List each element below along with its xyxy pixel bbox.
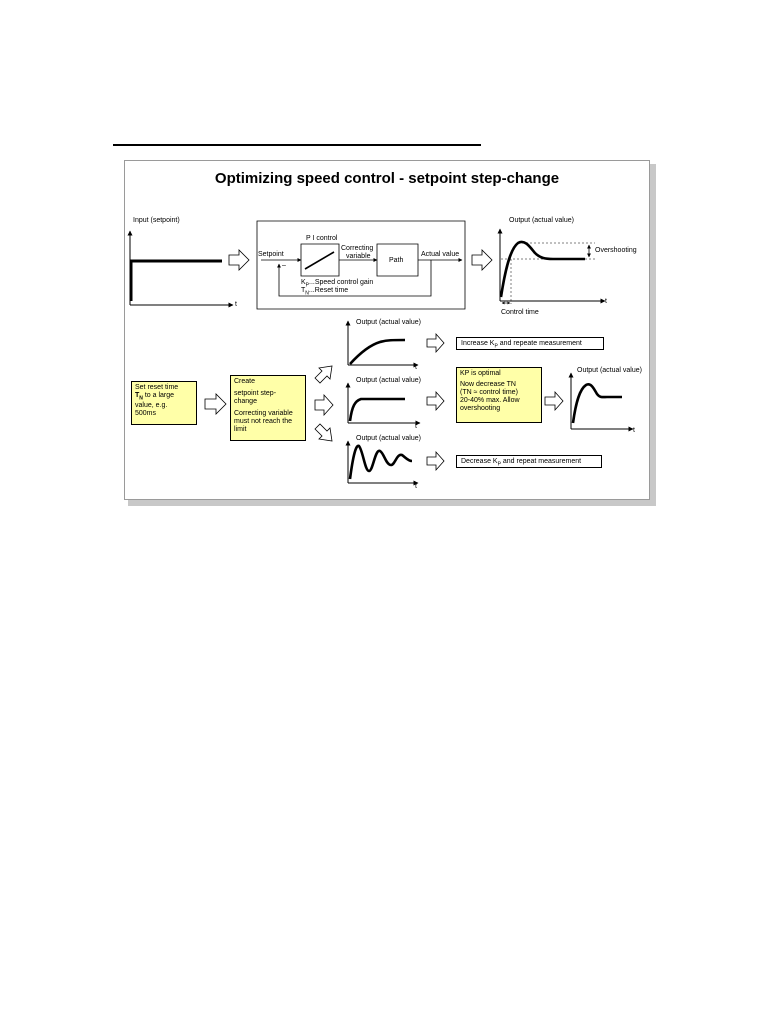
pi-control-label: P I control [306,235,338,242]
step2-line4: Correcting variable [234,410,293,417]
kp-symbol: K [301,279,306,286]
optimal-line2: Now decrease TN [460,381,516,388]
output-graph-label: Output (actual value) [509,217,574,224]
step2-line3: change [234,398,257,405]
step2-line5: must not reach the [234,418,292,425]
case1-time-label: t [415,364,417,371]
correcting-variable-label-2: variable [346,253,371,260]
kp-optimal-box [456,367,542,423]
case-graph-oscillating [348,441,418,483]
optimal-line1: KP is optimal [460,370,501,377]
minus-sign: – [282,262,286,269]
case3-graph-label: Output (actual value) [356,435,421,442]
input-graph-label: Input (setpoint) [133,217,180,224]
tn-bold-subscript: N [139,395,143,402]
diagram-canvas [125,161,651,501]
increase-kp-text: Increase K [461,340,495,347]
case1-response-curve [350,340,405,364]
decrease-kp-text: Decrease K [461,458,498,465]
final-response-curve [573,384,622,423]
case2-arrow [427,392,444,410]
tn-subscript: N [305,290,309,297]
branch-arrow-mid [315,395,333,415]
optimal-line4: 20-40% max. Allow [460,397,520,404]
step2-line6: limit [234,426,247,433]
actual-value-label: Actual value [421,251,460,258]
step1-line4: 500ms [135,410,157,418]
case1-graph-label: Output (actual value) [356,319,421,326]
flow-arrow-2 [472,250,492,270]
tn-bold-symbol: T [135,392,140,399]
control-time-label: Control time [501,309,539,316]
step-create-setpoint-box [230,375,306,441]
optimal-line3: (TN ≈ control time) [460,389,518,396]
case2-response-curve [350,399,405,421]
final-time-label: t [633,427,635,434]
step1-line1: Set reset time [135,384,179,391]
input-step-curve [131,261,222,301]
case1-arrow [427,334,444,352]
overshooting-label: Overshooting [595,247,637,254]
input-time-label: t [235,301,237,308]
tn-legend [301,287,348,297]
path-label: Path [389,257,404,264]
case3-arrow [427,452,444,470]
output-graph [500,229,605,304]
case-graph-fast [348,383,420,423]
case-graph-slow [348,321,418,365]
step-set-reset-time-box [131,381,197,425]
step1-line2-text: to a large [142,392,175,399]
step1-line2 [135,392,193,402]
increase-kp-text-end: and repeate measurement [497,340,582,347]
flow-arrow-1 [229,250,249,270]
increase-kp-box [456,337,604,350]
decrease-kp-subscript: P [497,461,501,468]
kp-subscript: P [305,282,310,289]
case3-time-label: t [415,483,417,490]
case2-time-label: t [415,423,417,430]
output-time-label: t [605,298,607,305]
output-response-curve [501,242,585,297]
input-graph [130,231,233,305]
tn-description: ...Reset time [308,287,349,294]
decrease-kp-text-end: and repeat measurement [500,458,582,465]
final-graph [571,373,633,429]
final-graph-label: Output (actual value) [577,367,642,374]
case3-response-curve [350,446,412,479]
case2-graph-label: Output (actual value) [356,377,421,384]
slide-panel [124,160,650,500]
control-loop-diagram [257,221,465,309]
step2-line2: setpoint step- [234,390,277,397]
flow-arrow-final [545,392,563,410]
tn-symbol: T [301,287,306,294]
branch-arrow-up [315,366,332,383]
slide-title: Optimizing speed control - setpoint step-change [214,170,560,187]
header-rule [113,144,481,146]
optimal-line5: overshooting [460,405,501,412]
step2-line1: Create [234,378,256,385]
increase-kp-subscript: P [494,343,498,350]
setpoint-label: Setpoint [258,251,284,258]
step1-line3: value, e.g. [135,402,168,410]
flow-arrow-3 [205,394,226,414]
kp-description: ...Speed control gain [309,279,374,286]
branch-arrow-down [315,424,332,441]
correcting-variable-label-1: Correcting [341,245,374,252]
decrease-kp-box [456,455,602,468]
